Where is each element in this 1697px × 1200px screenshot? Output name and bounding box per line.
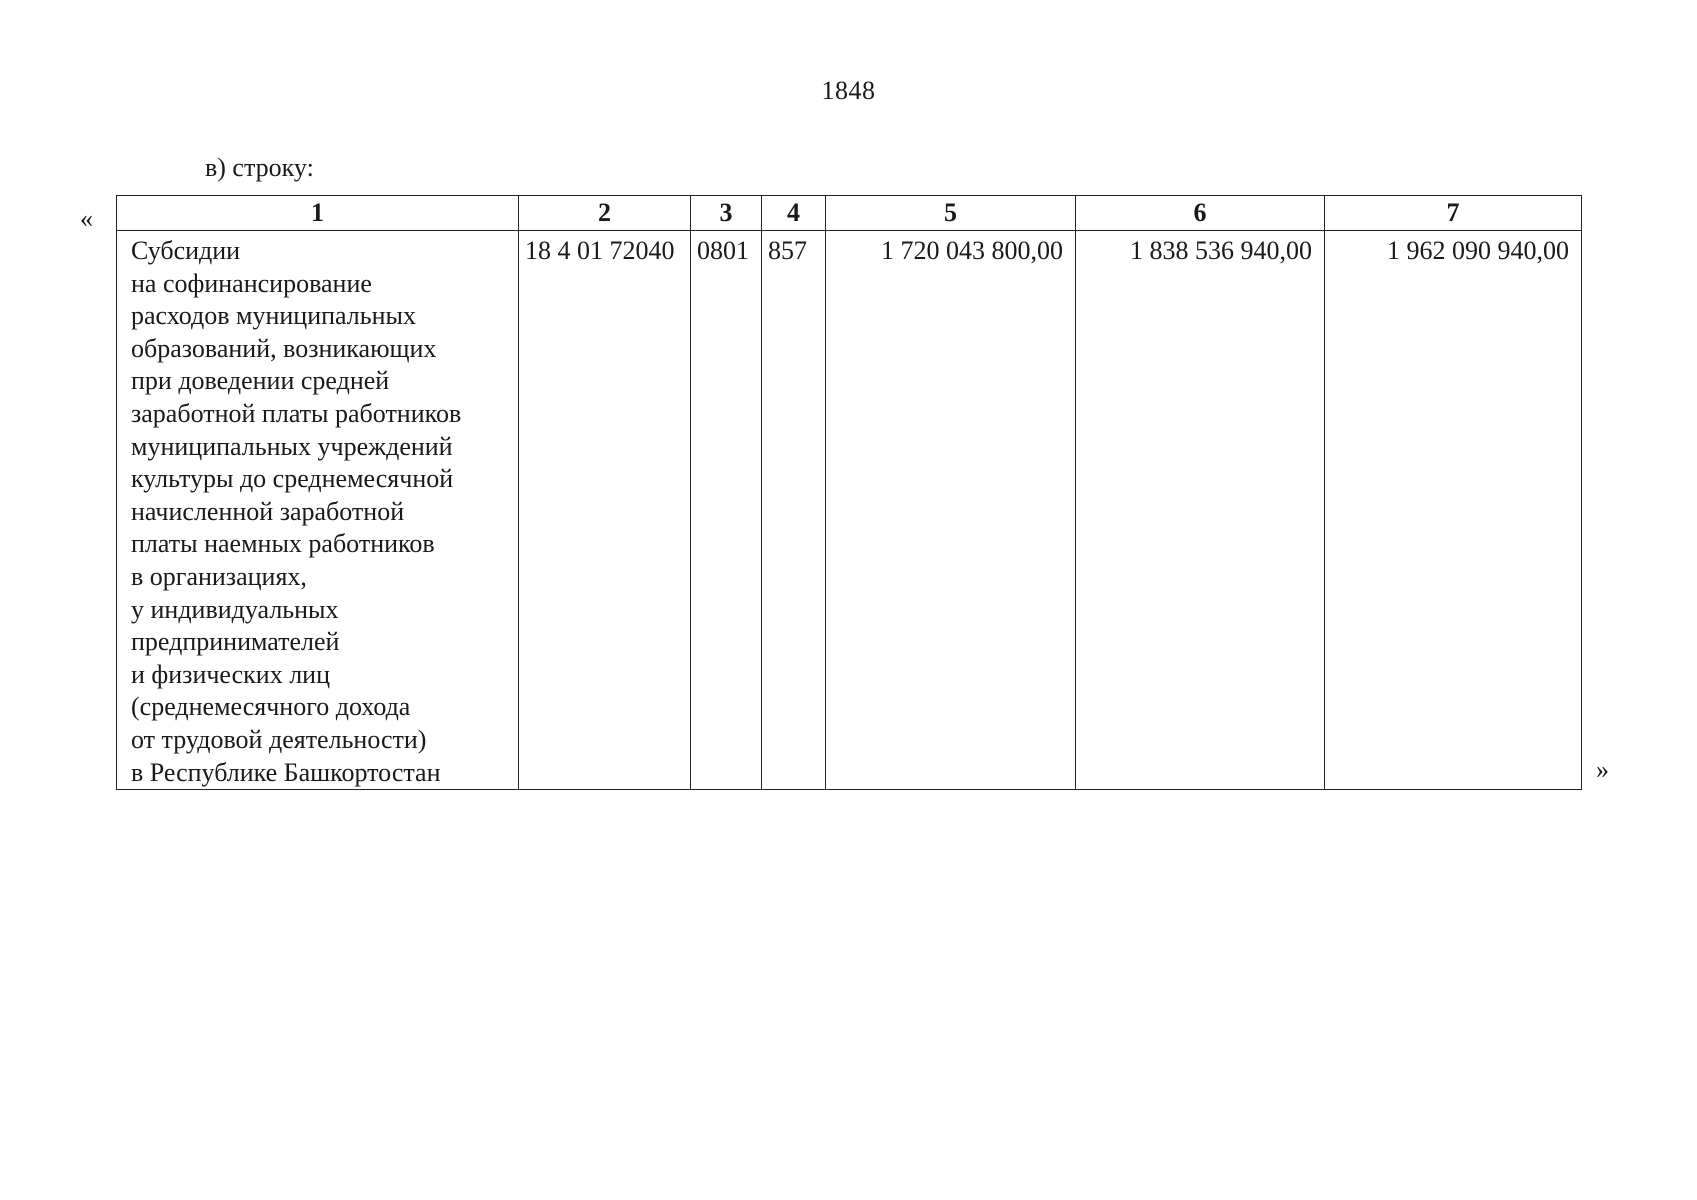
description-line: на софинансирование xyxy=(131,268,372,298)
description-line: Субсидии xyxy=(131,236,241,265)
description-line: при доведении средней xyxy=(131,366,390,396)
header-col-4: 4 xyxy=(762,196,826,231)
description-line: в организациях, xyxy=(131,561,307,591)
amendment-table xyxy=(116,195,1582,790)
target-article-cell: 18 4 01 72040 xyxy=(519,231,691,790)
description-line: расходов муниципальных xyxy=(131,301,417,331)
description-line: в Республике Башкортостан xyxy=(131,757,441,787)
header-row xyxy=(117,196,1582,231)
amount-col-5-cell: 1 720 043 800,00 xyxy=(826,231,1076,790)
description-line: культуры до среднемесячной xyxy=(131,464,454,494)
description-line: заработной платы работников xyxy=(131,398,462,428)
header-col-1: 1 xyxy=(117,196,519,231)
page-number: 1848 xyxy=(821,76,876,105)
header-col-7: 7 xyxy=(1325,196,1582,231)
header-col-6: 6 xyxy=(1076,196,1325,231)
section-code-cell: 0801 xyxy=(691,231,762,790)
description-line: (среднемесячного дохода xyxy=(131,692,411,722)
amount-col-6-cell: 1 838 536 940,00 xyxy=(1076,231,1325,790)
expense-type-cell: 857 xyxy=(762,231,826,790)
amount-col-7-cell: 1 962 090 940,00 xyxy=(1325,231,1582,790)
opening-quote: « xyxy=(80,204,93,233)
header-col-5: 5 xyxy=(826,196,1076,231)
description-line: начисленной заработной xyxy=(131,496,405,526)
description-line: у индивидуальных xyxy=(131,594,339,624)
table-row xyxy=(117,231,1582,790)
description-line: муниципальных учреждений xyxy=(131,431,453,461)
description-line: от трудовой деятельности) xyxy=(131,724,427,754)
closing-quote: » xyxy=(1596,755,1609,784)
description-line: и физических лиц xyxy=(131,659,331,689)
description-line: платы наемных работников xyxy=(131,529,435,559)
amendment-intro: в) строку: xyxy=(205,153,314,182)
description-line: образований, возникающих xyxy=(131,333,437,363)
description-cell xyxy=(117,231,519,790)
header-col-3: 3 xyxy=(691,196,762,231)
header-col-2: 2 xyxy=(519,196,691,231)
description-line: предпринимателей xyxy=(131,627,340,657)
